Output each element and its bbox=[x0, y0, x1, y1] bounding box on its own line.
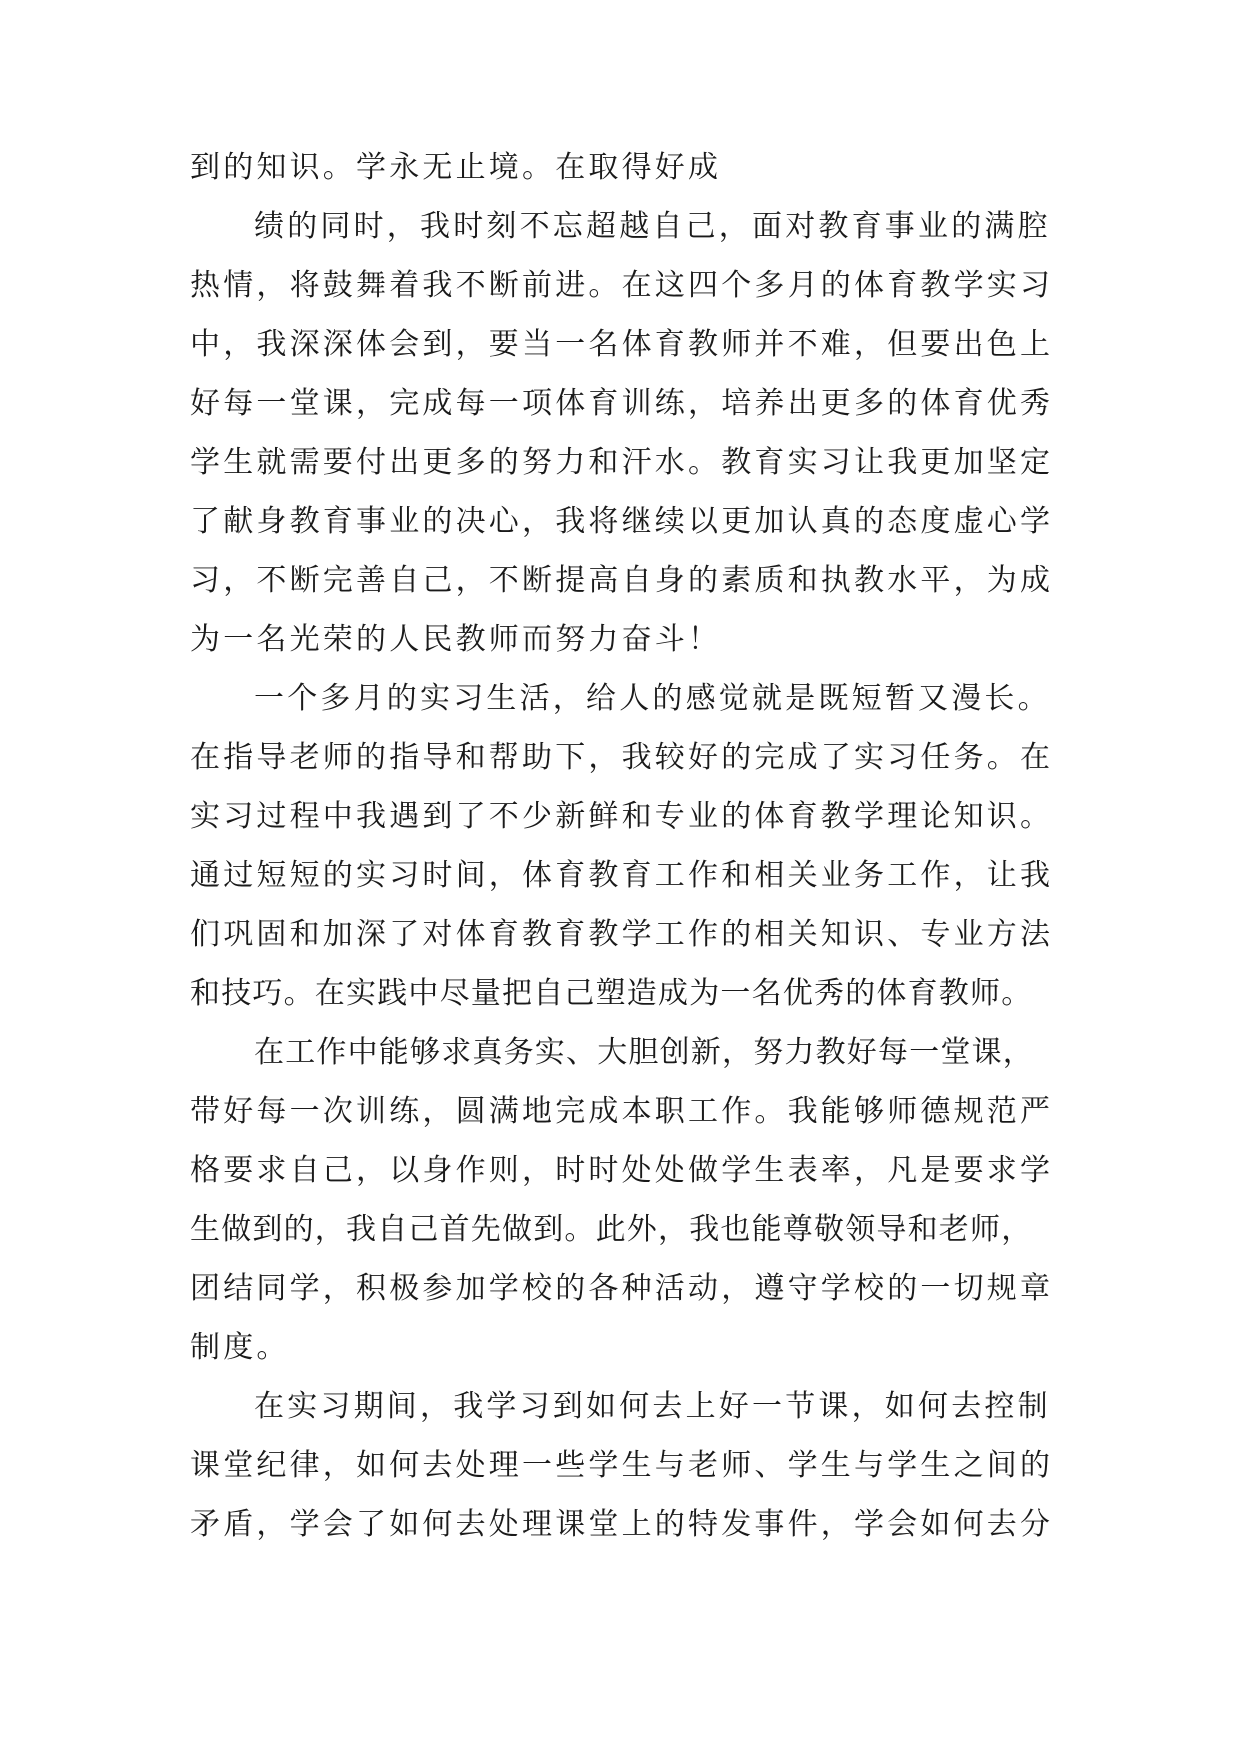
text-line: 矛盾，学会了如何去处理课堂上的特发事件，学会如何去分 bbox=[190, 1507, 1054, 1542]
text-line: 在指导老师的指导和帮助下，我较好的完成了实习任务。在 bbox=[190, 740, 1054, 775]
paragraph-first-line: 一个多月的实习生活，给人的感觉就是既短暂又漫长。 bbox=[254, 681, 1051, 716]
paragraph-first-line: 在实习期间，我学习到如何去上好一节课，如何去控制 bbox=[254, 1389, 1051, 1424]
text-line: 学生就需要付出更多的努力和汗水。教育实习让我更加坚定 bbox=[190, 445, 1054, 480]
text-line: 热情，将鼓舞着我不断前进。在这四个多月的体育教学实习 bbox=[190, 268, 1054, 303]
text-line: 带好每一次训练，圆满地完成本职工作。我能够师德规范严 bbox=[190, 1094, 1054, 1129]
text-line: 和技巧。在实践中尽量把自己塑造成为一名优秀的体育教师。 bbox=[190, 976, 1033, 1011]
text-line: 中，我深深体会到，要当一名体育教师并不难，但要出色上 bbox=[190, 327, 1054, 362]
text-line: 为一名光荣的人民教师而努力奋斗！ bbox=[190, 622, 722, 657]
text-line: 好每一堂课，完成每一项体育训练，培养出更多的体育优秀 bbox=[190, 386, 1054, 421]
text-line: 生做到的，我自己首先做到。此外，我也能尊敬领导和老师， bbox=[190, 1212, 1033, 1247]
text-line: 实习过程中我遇到了不少新鲜和专业的体育教学理论知识。 bbox=[190, 799, 1054, 834]
text-line: 了献身教育事业的决心，我将继续以更加认真的态度虚心学 bbox=[190, 504, 1054, 539]
text-line: 格要求自己，以身作则，时时处处做学生表率，凡是要求学 bbox=[190, 1153, 1054, 1188]
text-line: 习，不断完善自己，不断提高自身的素质和执教水平，为成 bbox=[190, 563, 1054, 598]
text-line: 们巩固和加深了对体育教育教学工作的相关知识、专业方法 bbox=[190, 917, 1054, 952]
text-line: 通过短短的实习时间，体育教育工作和相关业务工作，让我 bbox=[190, 858, 1054, 893]
paragraph-first-line: 绩的同时，我时刻不忘超越自己，面对教育事业的满腔 bbox=[254, 209, 1051, 244]
paragraph-first-line: 在工作中能够求真务实、大胆创新，努力教好每一堂课， bbox=[254, 1035, 1034, 1070]
text-line: 团结同学，积极参加学校的各种活动，遵守学校的一切规章 bbox=[190, 1271, 1054, 1306]
text-line: 到的知识。学永无止境。在取得好成 bbox=[190, 150, 722, 185]
text-line: 课堂纪律，如何去处理一些学生与老师、学生与学生之间的 bbox=[190, 1448, 1054, 1483]
text-line: 制度。 bbox=[190, 1330, 290, 1365]
